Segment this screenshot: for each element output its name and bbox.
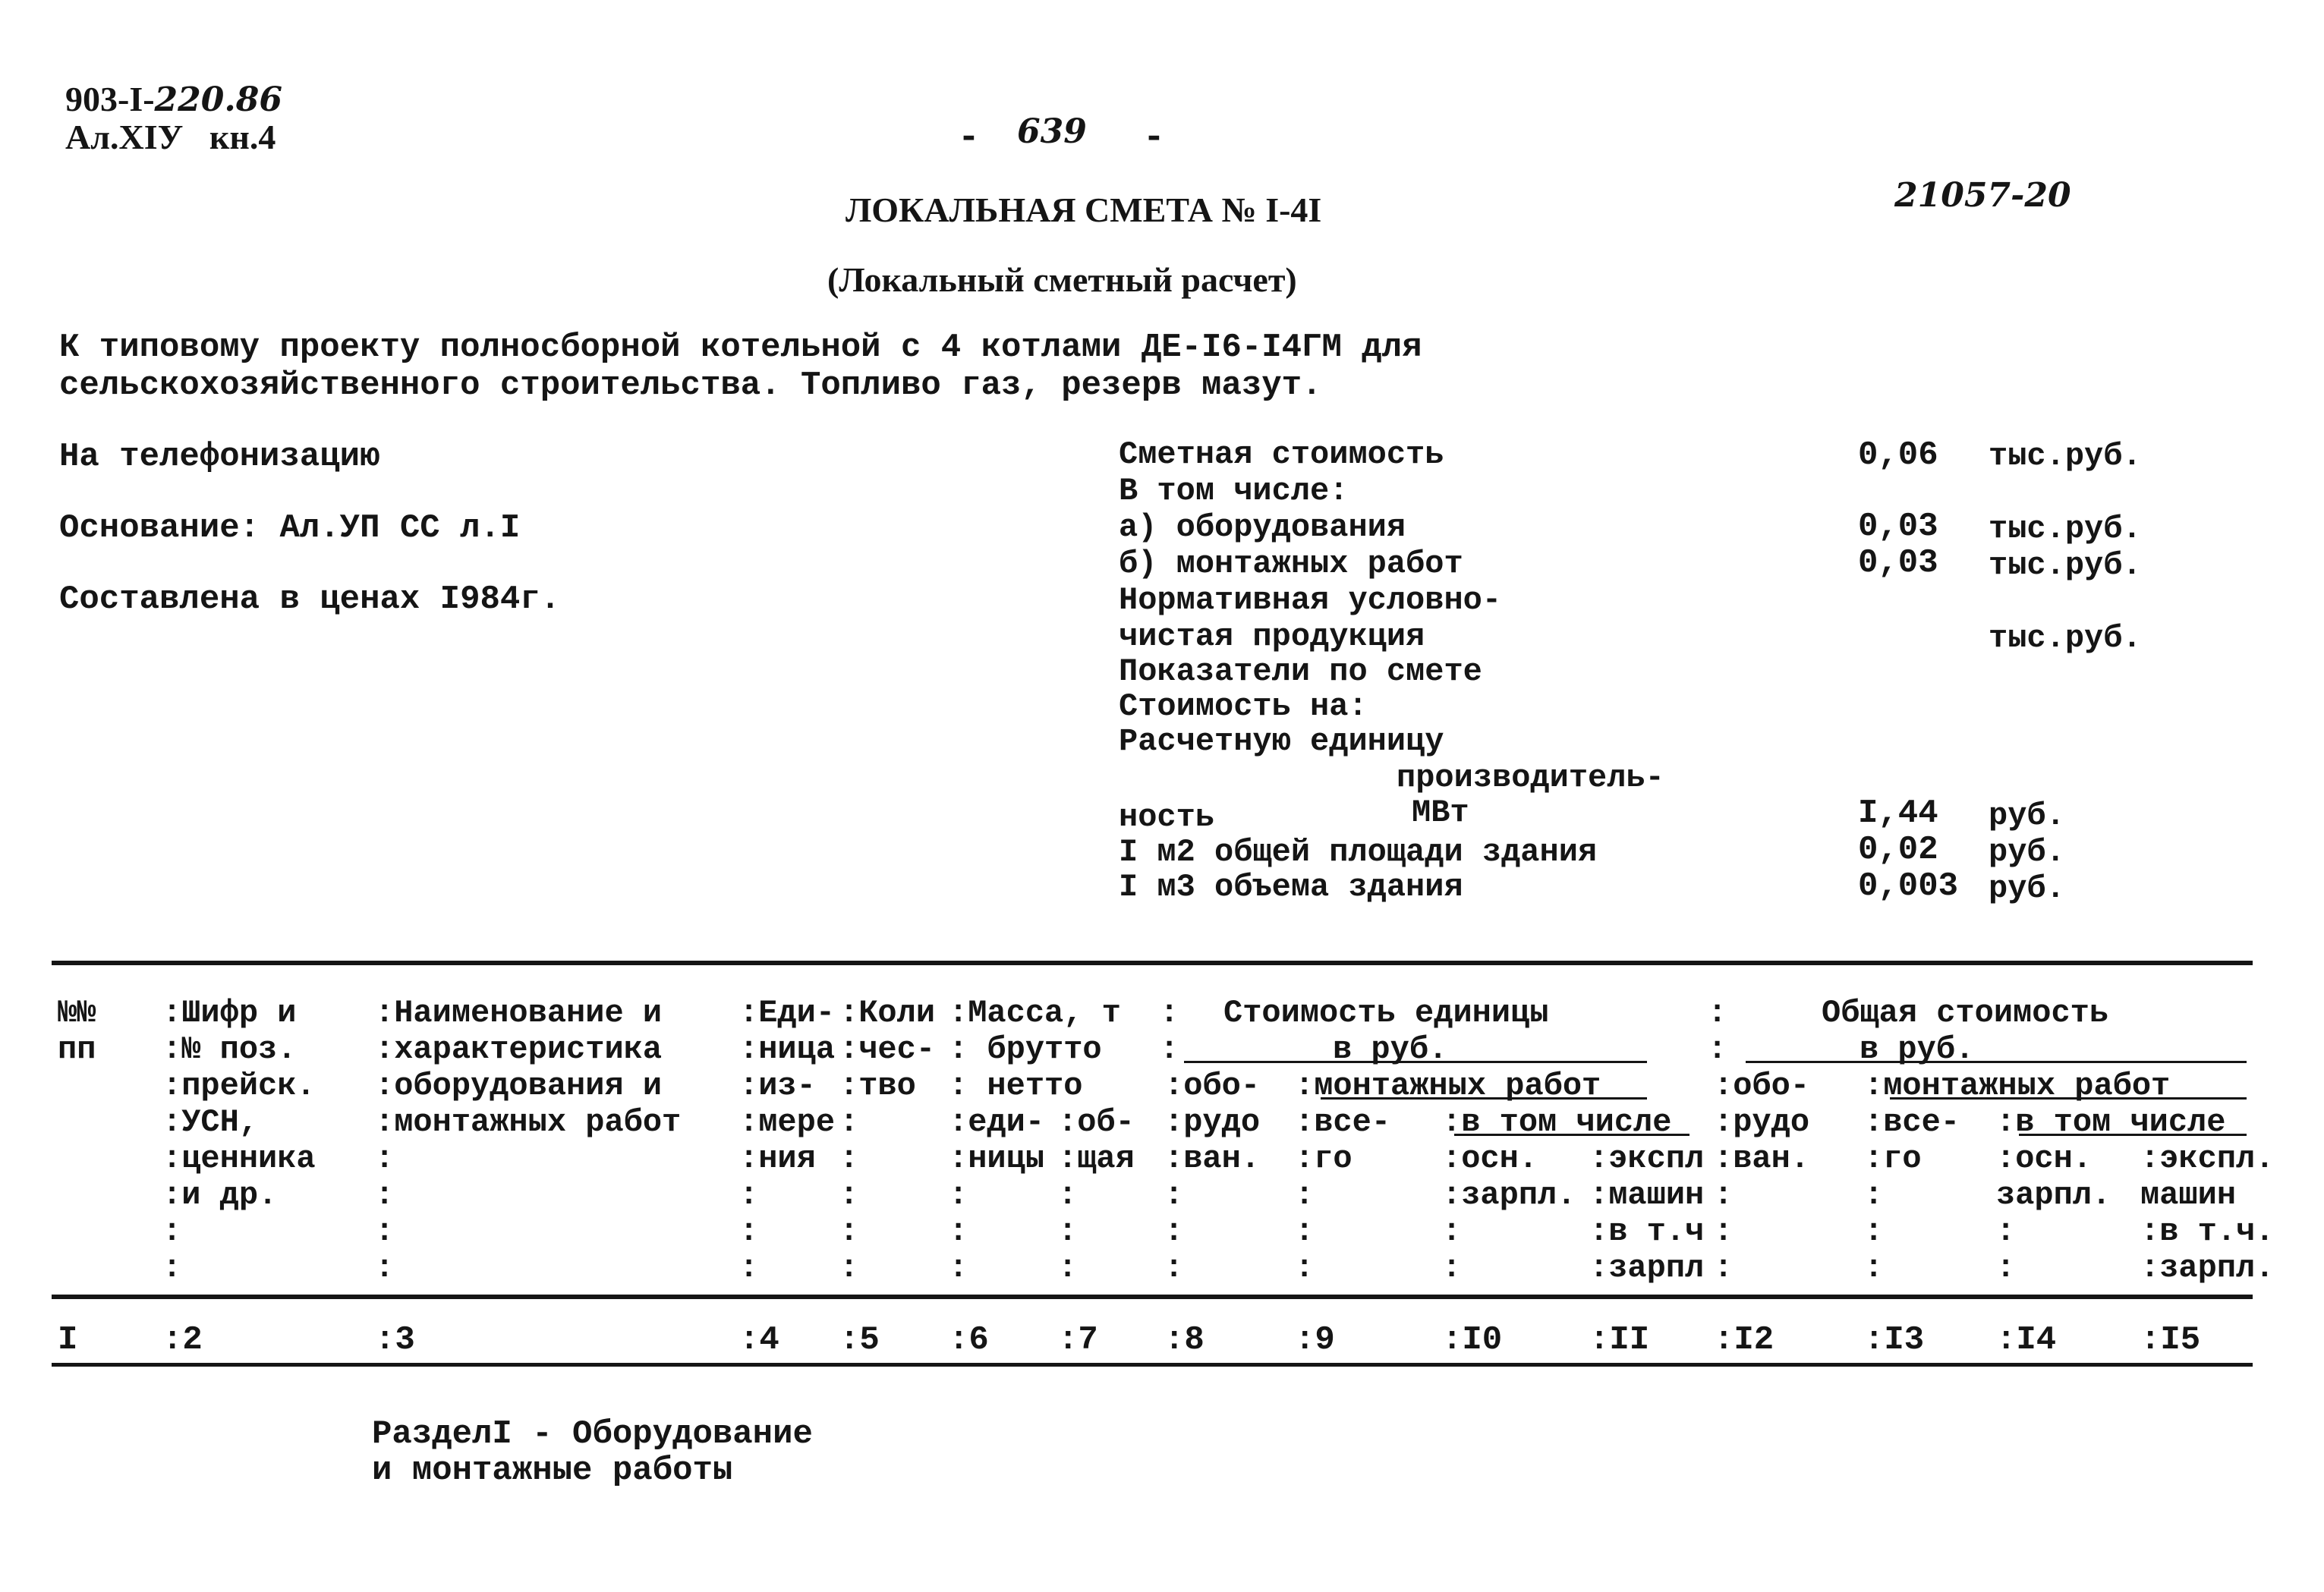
col15-line: :экспл.: [2140, 1141, 2275, 1177]
col-number: :7: [1058, 1321, 1098, 1359]
col7-line: :щая: [1058, 1141, 1135, 1177]
col9-line: :: [1295, 1213, 1315, 1250]
col12-line: :обо-: [1714, 1068, 1810, 1104]
col9-line: :: [1295, 1250, 1315, 1286]
col8-line: :: [1164, 1213, 1184, 1250]
summary-label: ность: [1119, 799, 1215, 835]
col15-line: машин: [2140, 1177, 2237, 1213]
col6-line: :еди-: [949, 1104, 1045, 1141]
col5-line: :тво: [839, 1068, 916, 1104]
col6-line: : нетто: [949, 1068, 1083, 1104]
page-dash-left: -: [958, 118, 980, 159]
unit-cost-sub: в руб.: [1333, 1031, 1448, 1068]
col2-line: :и др.: [162, 1177, 278, 1213]
page-dash-right: -: [1143, 118, 1165, 159]
col4-line: :: [739, 1213, 759, 1250]
total-cost-underline: [1746, 1061, 2247, 1063]
summary-value: I,44: [1858, 794, 1938, 832]
doc-code-prefix: 903-I-: [65, 80, 155, 118]
summary-unit: тыс.руб.: [1989, 620, 2142, 656]
unit-mont-label: :монтажных работ: [1295, 1068, 1601, 1104]
col3-line: :Наименование и: [375, 995, 663, 1031]
col5-line: :: [839, 1213, 859, 1250]
col2-line: :№ поз.: [162, 1031, 297, 1068]
col1-line: №№: [58, 995, 96, 1031]
summary-label: I м3 объема здания: [1119, 869, 1463, 905]
col3-line: :: [375, 1213, 395, 1250]
col7-line: :об-: [1058, 1104, 1135, 1141]
total-incl-label: :в том числе: [1996, 1104, 2226, 1141]
col-number: :6: [949, 1321, 989, 1359]
col8-line: :рудо: [1164, 1104, 1261, 1141]
col14-line: :: [1996, 1213, 2016, 1250]
col2-line: :: [162, 1213, 182, 1250]
col8-line: :: [1164, 1177, 1184, 1213]
col9-line: :все-: [1295, 1104, 1391, 1141]
table-top-rule: [52, 961, 2253, 965]
summary-label: I м2 общей площади здания: [1119, 834, 1598, 870]
col3-line: :: [375, 1177, 395, 1213]
col4-line: :: [739, 1250, 759, 1286]
col6-line: :: [949, 1213, 968, 1250]
summary-label: б) монтажных работ: [1119, 546, 1463, 582]
col13-line: :: [1864, 1177, 1884, 1213]
col-number: :2: [162, 1321, 203, 1359]
col12-line: :: [1714, 1177, 1734, 1213]
col7-line: :: [1058, 1250, 1078, 1286]
sep-colon: :: [1160, 995, 1179, 1031]
col-number: :9: [1295, 1321, 1335, 1359]
summary-value: 0,03: [1858, 508, 1938, 546]
col2-line: :ценника: [162, 1141, 316, 1177]
col-number: :I4: [1996, 1321, 2057, 1359]
col2-line: :прейск.: [162, 1068, 316, 1104]
album-ref: Ал.XIУ кн.4: [65, 118, 276, 156]
summary-label: Нормативная условно-: [1119, 582, 1502, 618]
col5-line: :: [839, 1177, 859, 1213]
col6-line: :: [949, 1250, 968, 1286]
column-number-rule: [52, 1363, 2253, 1367]
summary-unit: тыс.руб.: [1989, 438, 2142, 474]
col4-line: :: [739, 1177, 759, 1213]
summary-value: 0,02: [1858, 831, 1938, 869]
col3-line: :монтажных работ: [375, 1104, 682, 1141]
summary-label: а) оборудования: [1119, 509, 1406, 546]
col6-line: : брутто: [949, 1031, 1102, 1068]
summary-label: Сметная стоимость: [1119, 436, 1444, 473]
col5-line: :: [839, 1141, 859, 1177]
col11-line: :зарпл: [1589, 1250, 1705, 1286]
col-number: :I3: [1864, 1321, 1925, 1359]
table-header-bottom-rule: [52, 1295, 2253, 1299]
col10-line: :: [1442, 1250, 1462, 1286]
project-line-2: сельскохозяйственного строительства. Топливо газ, резерв мазут.: [59, 367, 1322, 404]
col9-line: :го: [1295, 1141, 1353, 1177]
col11-line: :в т.ч: [1589, 1213, 1705, 1250]
page-number: 639: [1017, 112, 1087, 151]
col15-line: :зарпл.: [2140, 1250, 2275, 1286]
col5-line: :: [839, 1104, 859, 1141]
col-number: :I2: [1714, 1321, 1774, 1359]
summary-label: В том числе:: [1119, 473, 1349, 509]
summary-unit: руб.: [1989, 798, 2065, 834]
col12-line: :: [1714, 1250, 1734, 1286]
unit-cost-title: Стоимость единицы: [1223, 995, 1549, 1031]
col13-line: :: [1864, 1250, 1884, 1286]
col-number: :I5: [2140, 1321, 2201, 1359]
col-number: :8: [1164, 1321, 1205, 1359]
col13-line: :все-: [1864, 1104, 1960, 1141]
summary-label: МВт: [1412, 794, 1469, 831]
page-subtitle: (Локальный сметный расчет): [827, 260, 1297, 299]
sep-colon: :: [1708, 1031, 1727, 1068]
col2-line: :Шифр и: [162, 995, 297, 1031]
summary-label: Показатели по смете: [1119, 653, 1482, 690]
col4-line: :ница: [739, 1031, 836, 1068]
col4-line: :ния: [739, 1141, 816, 1177]
summary-value: 0,06: [1858, 436, 1938, 474]
col8-line: :ван.: [1164, 1141, 1261, 1177]
col6-line: :: [949, 1177, 968, 1213]
col2-line: :УСН,: [162, 1104, 259, 1141]
col-number: :5: [839, 1321, 880, 1359]
col11-line: :машин: [1589, 1177, 1705, 1213]
purpose-text: На телефонизацию: [59, 438, 380, 476]
col8-line: :: [1164, 1250, 1184, 1286]
col-number: :3: [375, 1321, 415, 1359]
col4-line: :из-: [739, 1068, 816, 1104]
col12-line: :: [1714, 1213, 1734, 1250]
col3-line: :: [375, 1141, 395, 1177]
section-title-line-2: и монтажные работы: [372, 1452, 733, 1490]
col-number: :II: [1589, 1321, 1650, 1359]
col3-line: :: [375, 1250, 395, 1286]
col-number: I: [58, 1321, 78, 1359]
col11-line: :экспл: [1589, 1141, 1705, 1177]
col10-line: :: [1442, 1213, 1462, 1250]
col4-line: :Еди-: [739, 995, 836, 1031]
summary-value: 0,03: [1858, 544, 1938, 582]
page-title: ЛОКАЛЬНАЯ СМЕТА № I-4I: [846, 190, 1322, 229]
col6-line: :Масса, т: [949, 995, 1121, 1031]
summary-value: 0,003: [1858, 867, 1959, 905]
summary-unit: тыс.руб.: [1989, 547, 2142, 584]
col3-line: :оборудования и: [375, 1068, 663, 1104]
project-line-1: К типовому проекту полносборной котельной с 4 котлами ДЕ-I6-I4ГМ для: [59, 329, 1422, 367]
summary-label: производитель-: [1397, 760, 1664, 796]
summary-label: Расчетную единицу: [1119, 723, 1444, 760]
prices-text: Составлена в ценах I984г.: [59, 580, 561, 618]
col7-line: :: [1058, 1213, 1078, 1250]
col15-line: :в т.ч.: [2140, 1213, 2275, 1250]
sep-colon: :: [1708, 995, 1727, 1031]
summary-unit: тыс.руб.: [1989, 511, 2142, 547]
doc-number: 21057-20: [1894, 176, 2071, 215]
col5-line: :чес-: [839, 1031, 936, 1068]
col14-line: :осн.: [1996, 1141, 2093, 1177]
col-number: :4: [739, 1321, 779, 1359]
col5-line: :: [839, 1250, 859, 1286]
total-mont-label: :монтажных работ: [1864, 1068, 2171, 1104]
col5-line: :Коли: [839, 995, 936, 1031]
col8-line: :обо-: [1164, 1068, 1261, 1104]
summary-label: Стоимость на:: [1119, 688, 1368, 725]
col6-line: :ницы: [949, 1141, 1045, 1177]
col1-line: пп: [58, 1031, 96, 1068]
summary-unit: руб.: [1989, 870, 2065, 907]
col9-line: :: [1295, 1177, 1315, 1213]
section-title-line-1: РазделI - Оборудование: [372, 1415, 813, 1453]
col-number: :I0: [1442, 1321, 1503, 1359]
col13-line: :го: [1864, 1141, 1922, 1177]
doc-code-handwritten: 220.86: [154, 80, 282, 119]
basis-text: Основание: Ал.УП СС л.I: [59, 509, 521, 547]
col3-line: :характеристика: [375, 1031, 663, 1068]
col12-line: :ван.: [1714, 1141, 1810, 1177]
col14-line: :: [1996, 1250, 2016, 1286]
col2-line: :: [162, 1250, 182, 1286]
col4-line: :мере: [739, 1104, 836, 1141]
col10-line: :осн.: [1442, 1141, 1538, 1177]
col7-line: :: [1058, 1177, 1078, 1213]
sep-colon: :: [1160, 1031, 1179, 1068]
col14-line: зарпл.: [1996, 1177, 2111, 1213]
total-cost-title: Общая стоимость: [1822, 995, 2109, 1031]
col10-line: :зарпл.: [1442, 1177, 1576, 1213]
col13-line: :: [1864, 1213, 1884, 1250]
col12-line: :рудо: [1714, 1104, 1810, 1141]
doc-code: [65, 82, 282, 117]
total-cost-sub: в руб.: [1860, 1031, 1975, 1068]
unit-incl-label: :в том числе: [1442, 1104, 1672, 1141]
summary-unit: руб.: [1989, 834, 2065, 870]
summary-label: чистая продукция: [1119, 618, 1425, 655]
